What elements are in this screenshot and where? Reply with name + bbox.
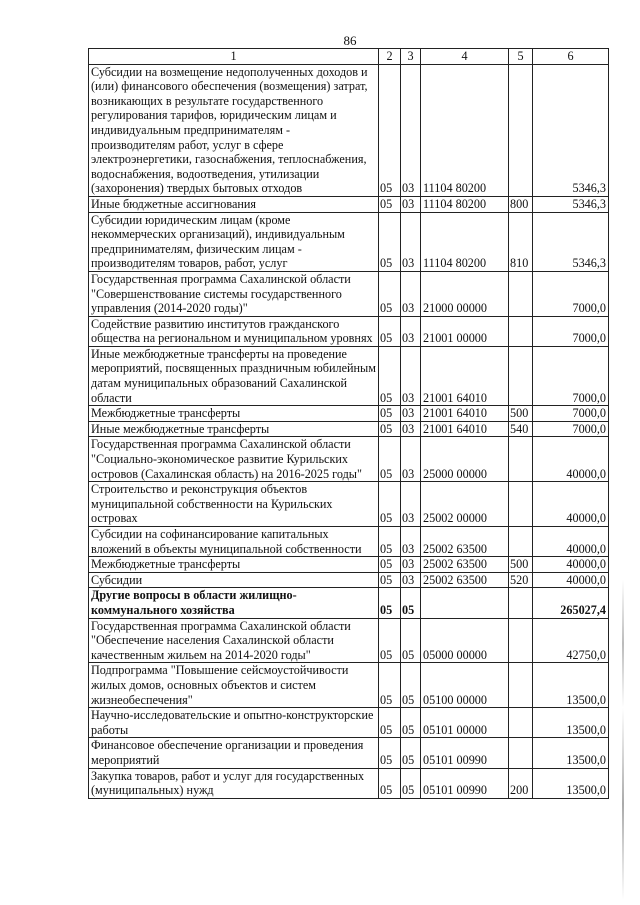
row-amount: 7000,0 xyxy=(533,271,609,316)
row-subsection: 03 xyxy=(401,482,421,527)
table-row xyxy=(89,738,609,768)
table-row xyxy=(89,437,609,482)
scan-edge-mark xyxy=(622,580,624,900)
row-expense-type xyxy=(509,588,533,618)
row-expense-type xyxy=(509,271,533,316)
column-header: 3 xyxy=(401,49,421,65)
table-row xyxy=(89,618,609,663)
row-target-code: 05101 00990 xyxy=(421,738,509,768)
row-name: Субсидии на возмещение недополученных доходов и (или) финансового обеспечения (возмещения) затрат, возникающих в результате государственного регулирования тарифов, юридическим лицам и индивидуальным предпринимателям - производителям работ, услуг в сфере электроэнергетики, газоснабжения, теплоснабжения, водоснабжения, водоотведения, утилизации (захоронения) твердых бытовых отходов xyxy=(89,64,379,196)
row-expense-type xyxy=(509,738,533,768)
table-row xyxy=(89,316,609,346)
row-section: 05 xyxy=(379,482,401,527)
row-section: 05 xyxy=(379,572,401,588)
row-amount: 5346,3 xyxy=(533,212,609,271)
row-amount: 42750,0 xyxy=(533,618,609,663)
table-row xyxy=(89,346,609,405)
row-name: Иные межбюджетные трансферты xyxy=(89,421,379,437)
row-amount: 7000,0 xyxy=(533,346,609,405)
column-header: 5 xyxy=(509,49,533,65)
page-number: 86 xyxy=(343,33,357,48)
row-name: Иные бюджетные ассигнования xyxy=(89,196,379,212)
table-row xyxy=(89,64,609,196)
row-target-code: 21001 00000 xyxy=(421,316,509,346)
row-amount: 40000,0 xyxy=(533,527,609,557)
row-expense-type: 540 xyxy=(509,421,533,437)
row-name: Субсидии на софинансирование капитальных вложений в объекты муниципальной собственности xyxy=(89,527,379,557)
row-expense-type: 500 xyxy=(509,406,533,422)
table-row xyxy=(89,588,609,618)
row-expense-type xyxy=(509,663,533,708)
row-target-code xyxy=(421,588,509,618)
row-target-code: 21001 64010 xyxy=(421,421,509,437)
row-subsection: 03 xyxy=(401,196,421,212)
row-name: Строительство и реконструкция объектов муниципальной собственности на Курильских островах xyxy=(89,482,379,527)
row-target-code: 11104 80200 xyxy=(421,212,509,271)
row-name: Финансовое обеспечение организации и проведения мероприятий xyxy=(89,738,379,768)
table-row xyxy=(89,482,609,527)
row-expense-type: 500 xyxy=(509,557,533,573)
row-expense-type: 800 xyxy=(509,196,533,212)
row-section: 05 xyxy=(379,271,401,316)
row-subsection: 03 xyxy=(401,421,421,437)
row-subsection: 03 xyxy=(401,212,421,271)
row-name: Подпрограмма "Повышение сейсмоустойчивости жилых домов, основных объектов и систем жизнеобеспечения" xyxy=(89,663,379,708)
table-row xyxy=(89,708,609,738)
row-amount: 13500,0 xyxy=(533,768,609,798)
row-amount: 265027,4 xyxy=(533,588,609,618)
table-row xyxy=(89,572,609,588)
row-amount: 7000,0 xyxy=(533,421,609,437)
row-amount: 7000,0 xyxy=(533,406,609,422)
row-expense-type xyxy=(509,618,533,663)
row-section: 05 xyxy=(379,768,401,798)
row-target-code: 11104 80200 xyxy=(421,196,509,212)
row-name: Научно-исследовательские и опытно-конструкторские работы xyxy=(89,708,379,738)
table-row xyxy=(89,406,609,422)
row-section: 05 xyxy=(379,618,401,663)
row-expense-type xyxy=(509,527,533,557)
row-target-code: 21001 64010 xyxy=(421,346,509,405)
row-subsection: 03 xyxy=(401,64,421,196)
row-name: Другие вопросы в области жилищно-коммунального хозяйства xyxy=(89,588,379,618)
row-section: 05 xyxy=(379,346,401,405)
row-target-code: 25002 63500 xyxy=(421,527,509,557)
row-amount: 40000,0 xyxy=(533,482,609,527)
row-target-code: 21001 64010 xyxy=(421,406,509,422)
row-subsection: 03 xyxy=(401,271,421,316)
row-target-code: 25002 63500 xyxy=(421,557,509,573)
row-target-code: 25000 00000 xyxy=(421,437,509,482)
row-section: 05 xyxy=(379,663,401,708)
row-subsection: 05 xyxy=(401,618,421,663)
column-header: 4 xyxy=(421,49,509,65)
row-section: 05 xyxy=(379,588,401,618)
row-subsection: 03 xyxy=(401,316,421,346)
row-subsection: 03 xyxy=(401,572,421,588)
row-section: 05 xyxy=(379,64,401,196)
row-amount: 7000,0 xyxy=(533,316,609,346)
row-amount: 5346,3 xyxy=(533,196,609,212)
row-amount: 13500,0 xyxy=(533,663,609,708)
row-section: 05 xyxy=(379,212,401,271)
row-name: Субсидии xyxy=(89,572,379,588)
row-expense-type xyxy=(509,316,533,346)
row-section: 05 xyxy=(379,421,401,437)
row-amount: 13500,0 xyxy=(533,708,609,738)
table-row xyxy=(89,421,609,437)
row-target-code: 25002 63500 xyxy=(421,572,509,588)
row-name: Государственная программа Сахалинской области "Совершенствование системы государственного управления (2014-2020 годы)" xyxy=(89,271,379,316)
row-target-code: 05100 00000 xyxy=(421,663,509,708)
row-section: 05 xyxy=(379,196,401,212)
row-expense-type: 810 xyxy=(509,212,533,271)
row-expense-type xyxy=(509,437,533,482)
row-name: Закупка товаров, работ и услуг для государственных (муниципальных) нужд xyxy=(89,768,379,798)
row-amount: 40000,0 xyxy=(533,437,609,482)
row-target-code: 25002 00000 xyxy=(421,482,509,527)
table-row xyxy=(89,212,609,271)
row-expense-type: 520 xyxy=(509,572,533,588)
row-name: Иные межбюджетные трансферты на проведение мероприятий, посвященных праздничным юбилейным датам муниципальных образований Сахалинской области xyxy=(89,346,379,405)
table-row xyxy=(89,527,609,557)
table-row xyxy=(89,557,609,573)
row-amount: 13500,0 xyxy=(533,738,609,768)
row-target-code: 11104 80200 xyxy=(421,64,509,196)
row-subsection: 03 xyxy=(401,527,421,557)
row-expense-type: 200 xyxy=(509,768,533,798)
row-expense-type xyxy=(509,346,533,405)
table-row xyxy=(89,196,609,212)
row-section: 05 xyxy=(379,708,401,738)
row-subsection: 05 xyxy=(401,663,421,708)
column-header: 1 xyxy=(89,49,379,65)
row-subsection: 05 xyxy=(401,708,421,738)
row-target-code: 21000 00000 xyxy=(421,271,509,316)
row-name: Содействие развитию институтов гражданского общества на региональном и муниципальном уровнях xyxy=(89,316,379,346)
row-section: 05 xyxy=(379,738,401,768)
header-row xyxy=(89,49,609,65)
row-subsection: 03 xyxy=(401,406,421,422)
row-section: 05 xyxy=(379,316,401,346)
row-subsection: 05 xyxy=(401,588,421,618)
row-expense-type xyxy=(509,482,533,527)
row-name: Межбюджетные трансферты xyxy=(89,557,379,573)
row-subsection: 05 xyxy=(401,738,421,768)
row-expense-type xyxy=(509,708,533,738)
row-section: 05 xyxy=(379,406,401,422)
column-header: 2 xyxy=(379,49,401,65)
row-target-code: 05101 00990 xyxy=(421,768,509,798)
row-section: 05 xyxy=(379,557,401,573)
row-subsection: 03 xyxy=(401,437,421,482)
row-name: Субсидии юридическим лицам (кроме некоммерческих организаций), индивидуальным предпринимателям, физическим лицам - производителям товаров, работ, услуг xyxy=(89,212,379,271)
table-row xyxy=(89,663,609,708)
row-amount: 40000,0 xyxy=(533,572,609,588)
row-name: Межбюджетные трансферты xyxy=(89,406,379,422)
row-target-code: 05000 00000 xyxy=(421,618,509,663)
column-header: 6 xyxy=(533,49,609,65)
row-name: Государственная программа Сахалинской области "Обеспечение населения Сахалинской области качественным жильем на 2014-2020 годы" xyxy=(89,618,379,663)
row-section: 05 xyxy=(379,437,401,482)
row-subsection: 03 xyxy=(401,346,421,405)
budget-table xyxy=(88,48,609,799)
table-row xyxy=(89,768,609,798)
row-target-code: 05101 00000 xyxy=(421,708,509,738)
row-section: 05 xyxy=(379,527,401,557)
row-amount: 40000,0 xyxy=(533,557,609,573)
row-amount: 5346,3 xyxy=(533,64,609,196)
row-expense-type xyxy=(509,64,533,196)
row-subsection: 03 xyxy=(401,557,421,573)
table-row xyxy=(89,271,609,316)
row-name: Государственная программа Сахалинской области "Социально-экономическое развитие Курильских островов (Сахалинская область) на 2016-2025 годы" xyxy=(89,437,379,482)
row-subsection: 05 xyxy=(401,768,421,798)
